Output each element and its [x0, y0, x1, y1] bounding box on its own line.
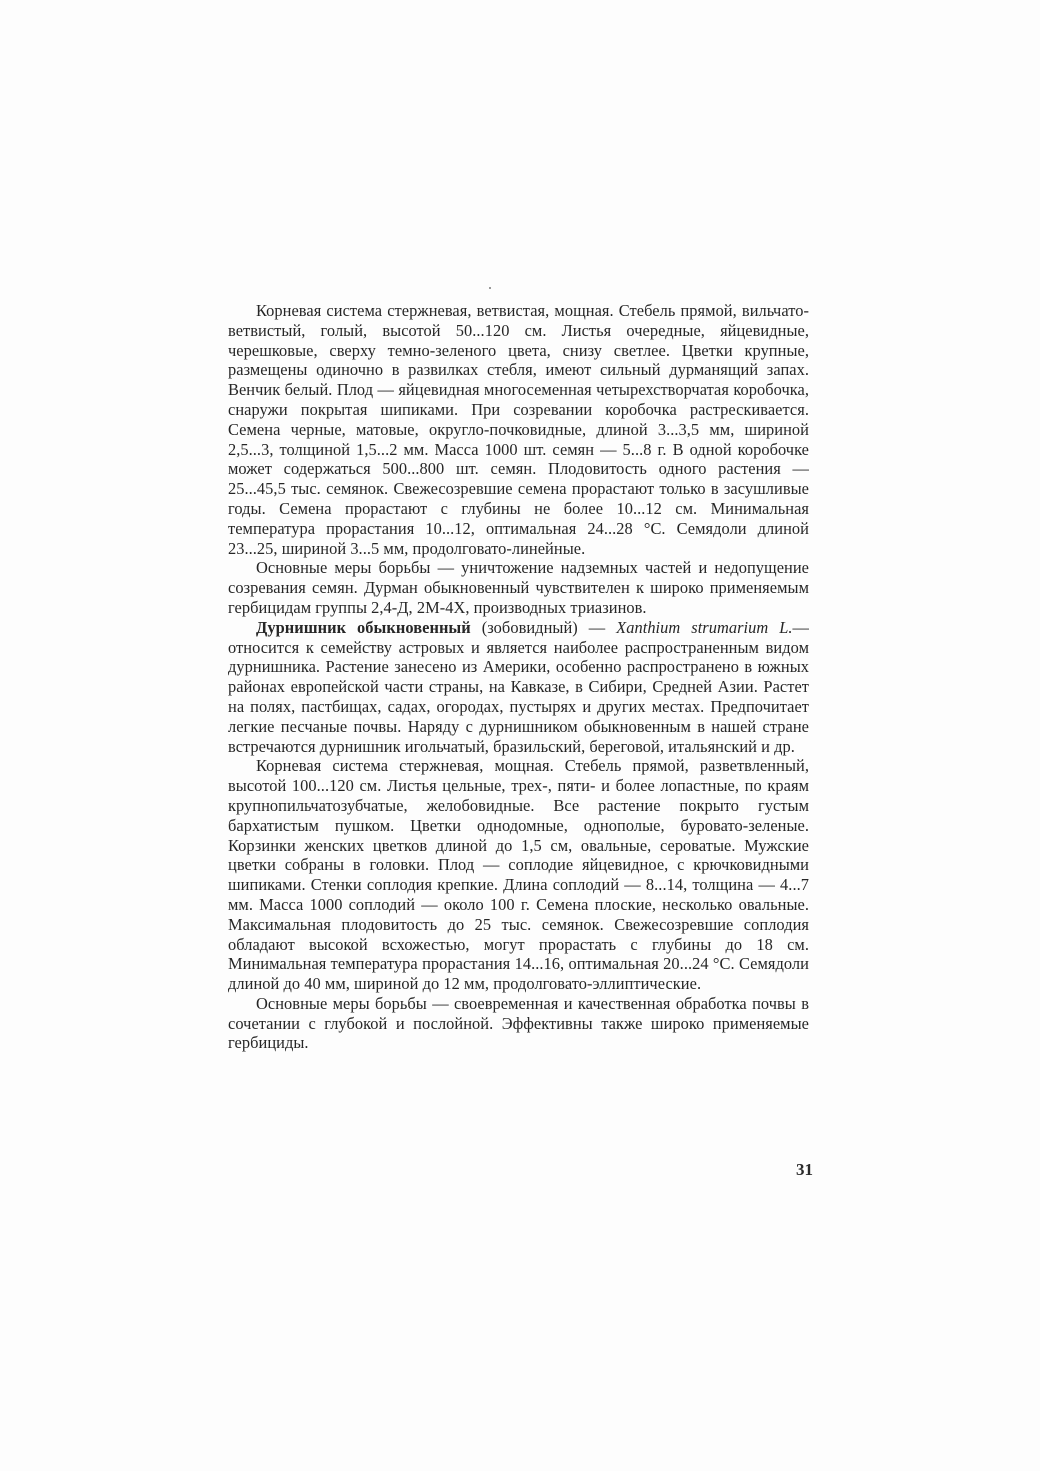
paragraph-xanthium-intro	[228, 618, 809, 757]
species-intro-text: — относится к семейству астровых и является наиболее распространенным видом дурнишника. Растение занесено из Америки, особенно распространено в южных районах европейской части страны, на Кавказе, в Сибири, Средней Азии. Растет на полях, пастбищах, садах, огородах, пустырях и других местах. Предпочитает легкие песчаные почвы. Наряду с дурнишником обыкновенным в нашей стране встречаются дурнишник игольчатый, бразильский, береговой, итальянский и др.	[228, 617, 809, 756]
paper-speck	[489, 287, 491, 289]
paragraph-datura-control: Основные меры борьбы — уничтожение надземных частей и недопущение созревания семян. Дурман обыкновенный чувствителен к широко применяемым гербицидам группы 2,4-Д, 2М-4Х, производных триазинов.	[228, 558, 809, 617]
species-synonym: (зобовидный) —	[470, 617, 617, 637]
paragraph-xanthium-control: Основные меры борьбы — своевременная и качественная обработка почвы в сочетании с глубокой и послойной. Эффективны также широко применяемые гербициды.	[228, 993, 809, 1053]
species-latin-name: Xanthium strumarium L.	[616, 617, 793, 637]
paragraph-xanthium-description: Корневая система стержневая, мощная. Стебель прямой, разветвленный, высотой 100...120 см. Листья цельные, трех-, пяти- и более лопастные, по краям крупнопильчатозубчатые, желобовидные. Все растение покрыто густым бархатистым пушком. Цветки однодомные, однополые, буровато-зеленые. Корзинки женских цветков длиной до 1,5 см, овальные, сероватые. Мужские цветки собраны в головки. Плод — соплодие яйцевидное, с крючковидными шипиками. Стенки соплодия крепкие. Длина соплодий — 8...14, толщина — 4...7 мм. Масса 1000 соплодий — около 100 г. Семена плоские, несколько овальные. Максимальная плодовитость до 25 тыс. семянок. Свежесозревшие соплодия обладают высокой всхожестью, могут прорастать с глубины до 18 см. Минимальная температура прорастания 14...16, оптимальная 20...24 °С. Семядоли длиной до 40 мм, шириной до 12 мм, продолговато-эллиптические.	[228, 756, 809, 994]
paragraph-datura-description: Корневая система стержневая, ветвистая, мощная. Стебель прямой, вильчато-ветвистый, голый, высотой 50...120 см. Листья очередные, яйцевидные, черешковые, сверху темно-зеленого цвета, снизу светлее. Цветки крупные, размещены одиночно в развилках стебля, имеют сильный дурманящий запах. Венчик белый. Плод — яйцевидная многосеменная четырехстворчатая коробочка, снаружи покрытая шипиками. При созревании коробочка растрескивается. Семена черные, матовые, округло-почковидные, длиной 3...3,5 мм, шириной 2,5...3, толщиной 1,5...2 мм. Масса 1000 шт. семян — 5...8 г. В одной коробочке может содержаться 500...800 шт. семян. Плодовитость одного растения — 25...45,5 тыс. семянок. Свежесозревшие семена прорастают только в засушливые годы. Семена прорастают с глубины не более 10...12 см. Минимальная температура прорастания 10...12, оптимальная 24...28 °С. Семядоли длиной 23...25, шириной 3...5 мм, продолговато-линейные.	[228, 301, 809, 558]
species-heading: Дурнишник обыкновенный	[256, 617, 471, 637]
page-number: 31	[796, 1160, 813, 1179]
body-text	[228, 301, 809, 1053]
